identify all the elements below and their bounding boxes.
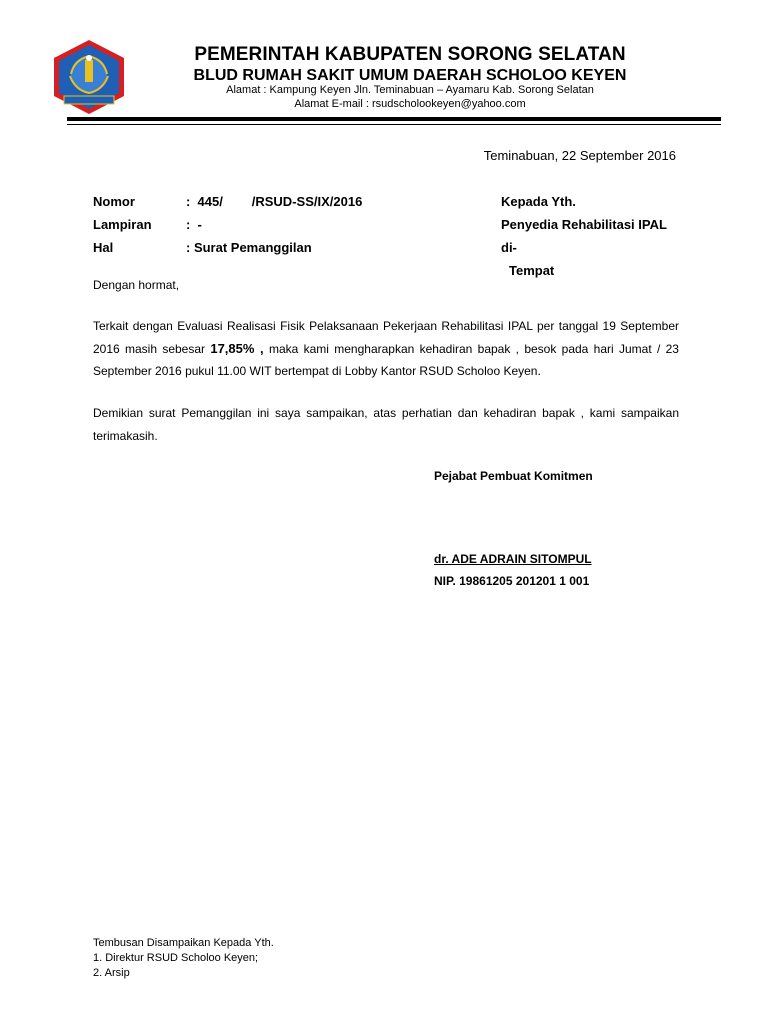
signer-nip: NIP. 19861205 201201 1 001: [434, 574, 590, 588]
hal-label: Hal: [93, 240, 114, 255]
cc-heading: Tembusan Disampaikan Kepada Yth.: [93, 937, 274, 949]
letterhead-government: PEMERINTAH KABUPATEN SORONG SELATAN: [194, 44, 626, 65]
nomor-value: : 445/ /RSUD-SS/IX/2016: [186, 194, 363, 209]
body-paragraph-1: [93, 315, 679, 383]
recipient-salutation: Kepada Yth.: [501, 194, 576, 209]
recipient-name: Penyedia Rehabilitasi IPAL: [501, 217, 667, 232]
hal-value: : Surat Pemanggilan: [186, 240, 312, 255]
recipient-place: Tempat: [509, 263, 555, 278]
signer-name: dr. ADE ADRAIN SITOMPUL: [434, 552, 592, 566]
body-paragraph-2: Demikian surat Pemanggilan ini saya sampaikan, atas perhatian dan kehadiran bapak , kami sampaikan terimakasih.: [93, 406, 679, 443]
header-divider-thick: [67, 117, 721, 121]
signer-title: Pejabat Pembuat Komitmen: [434, 469, 593, 483]
cc-item: 2. Arsip: [93, 967, 130, 979]
letterhead-email: Alamat E-mail : rsudscholookeyen@yahoo.com: [294, 98, 526, 110]
letterhead-hospital: BLUD RUMAH SAKIT UMUM DAERAH SCHOLOO KEYEN: [193, 67, 627, 84]
body-paragraph-1-text-a: Terkait dengan Evaluasi Realisasi Fisik Pelaksanaan Pekerjaan Rehabilitasi IPAL per tanggal 19 September 2016 masih sebesar: [93, 319, 679, 356]
nomor-label: Nomor: [93, 194, 135, 209]
recipient-di: di-: [501, 240, 517, 255]
greeting: Dengan hormat,: [93, 278, 180, 292]
lampiran-value: : -: [186, 217, 202, 232]
lampiran-label: Lampiran: [93, 217, 152, 232]
header-divider-thin: [67, 124, 721, 125]
letterhead-address: Alamat : Kampung Keyen Jln. Teminabuan – Ayamaru Kab. Sorong Selatan: [226, 84, 594, 96]
letter-date: Teminabuan, 22 September 2016: [483, 148, 676, 163]
percentage-value: 17,85% ,: [210, 340, 264, 356]
regency-emblem-icon: [50, 38, 128, 116]
cc-item: 1. Direktur RSUD Scholoo Keyen;: [93, 952, 259, 964]
body-paragraph-1-text-b: maka kami mengharapkan kehadiran bapak , besok pada hari Jumat / 23 September 2016 pukul 11.00 WIT bertempat di Lobby Kantor RSUD Scholoo Keyen.: [93, 341, 679, 378]
